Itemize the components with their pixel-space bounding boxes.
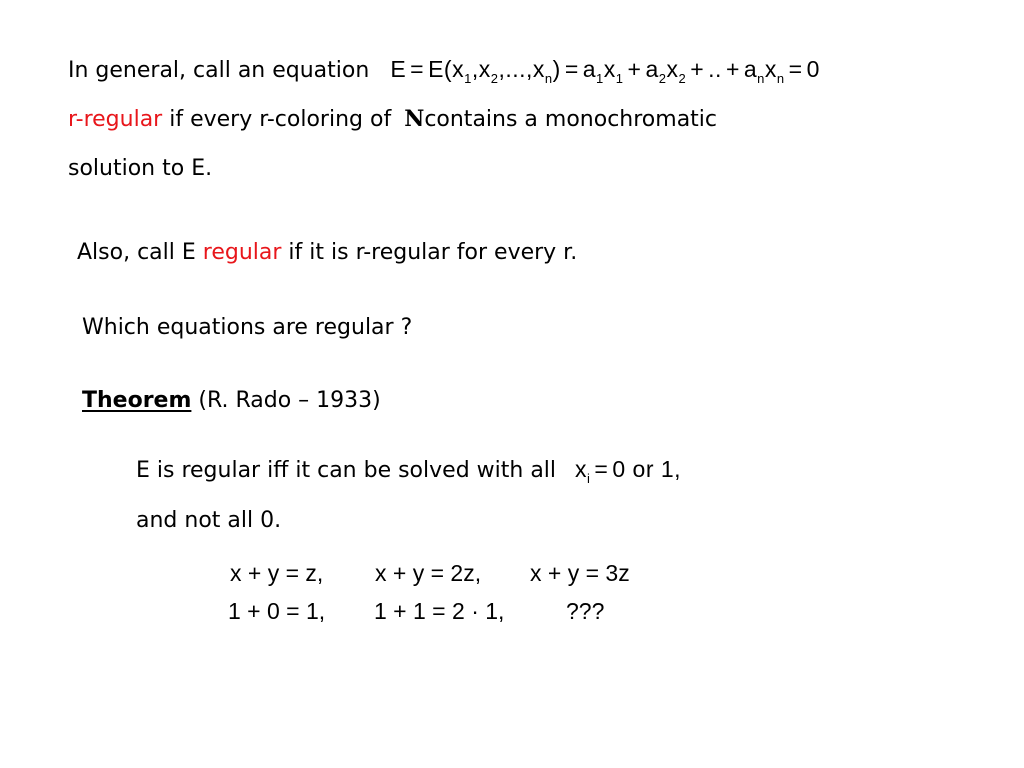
example-equation-2: x + y = 2z,: [375, 560, 482, 586]
statement-text: E is regular iff it can be solved with all: [136, 458, 557, 483]
example-equation-3: x + y = 3z: [530, 560, 630, 586]
para2-text: if it is r-regular for every r.: [288, 240, 578, 265]
statement-text: 0 or 1,: [612, 456, 682, 482]
example-solution-2: 1 + 1 = 2 · 1,: [374, 598, 505, 624]
para1-line1: [68, 56, 820, 86]
para2-text: Also, call E: [77, 240, 196, 265]
term-r-regular: r-regular: [68, 107, 163, 132]
para1-text: if every r-coloring of: [169, 107, 392, 132]
example-equation-1: x + y = z,: [230, 560, 324, 586]
xi-variable: $x_i$ =: [575, 456, 609, 486]
para1-text: solution to E.: [68, 156, 213, 181]
naturals-symbol: N: [404, 106, 425, 132]
theorem-label: Theorem: [82, 388, 192, 413]
term-regular: regular: [202, 240, 282, 265]
question: Which equations are regular ?: [82, 315, 413, 340]
theorem-attribution: (R. Rado – 1933): [198, 388, 381, 413]
para2-line: [77, 242, 577, 264]
para1-text: In general, call an equation: [68, 58, 370, 83]
example-solution-1: 1 + 0 = 1,: [228, 598, 326, 624]
statement-line1: [136, 456, 682, 486]
para1-line2: [68, 108, 717, 131]
general-equation: $E = E(x_1,x_2,...,x_n) = a_1x_1 + a_2x_2$ + .. + $a_nx_n = 0$: [390, 56, 820, 86]
para1-line3: [68, 158, 212, 180]
example-solution-3: ???: [566, 598, 605, 624]
statement-line2: and not all 0.: [136, 508, 282, 533]
para1-text: contains a monochromatic: [424, 107, 718, 132]
theorem-heading: [82, 390, 381, 412]
